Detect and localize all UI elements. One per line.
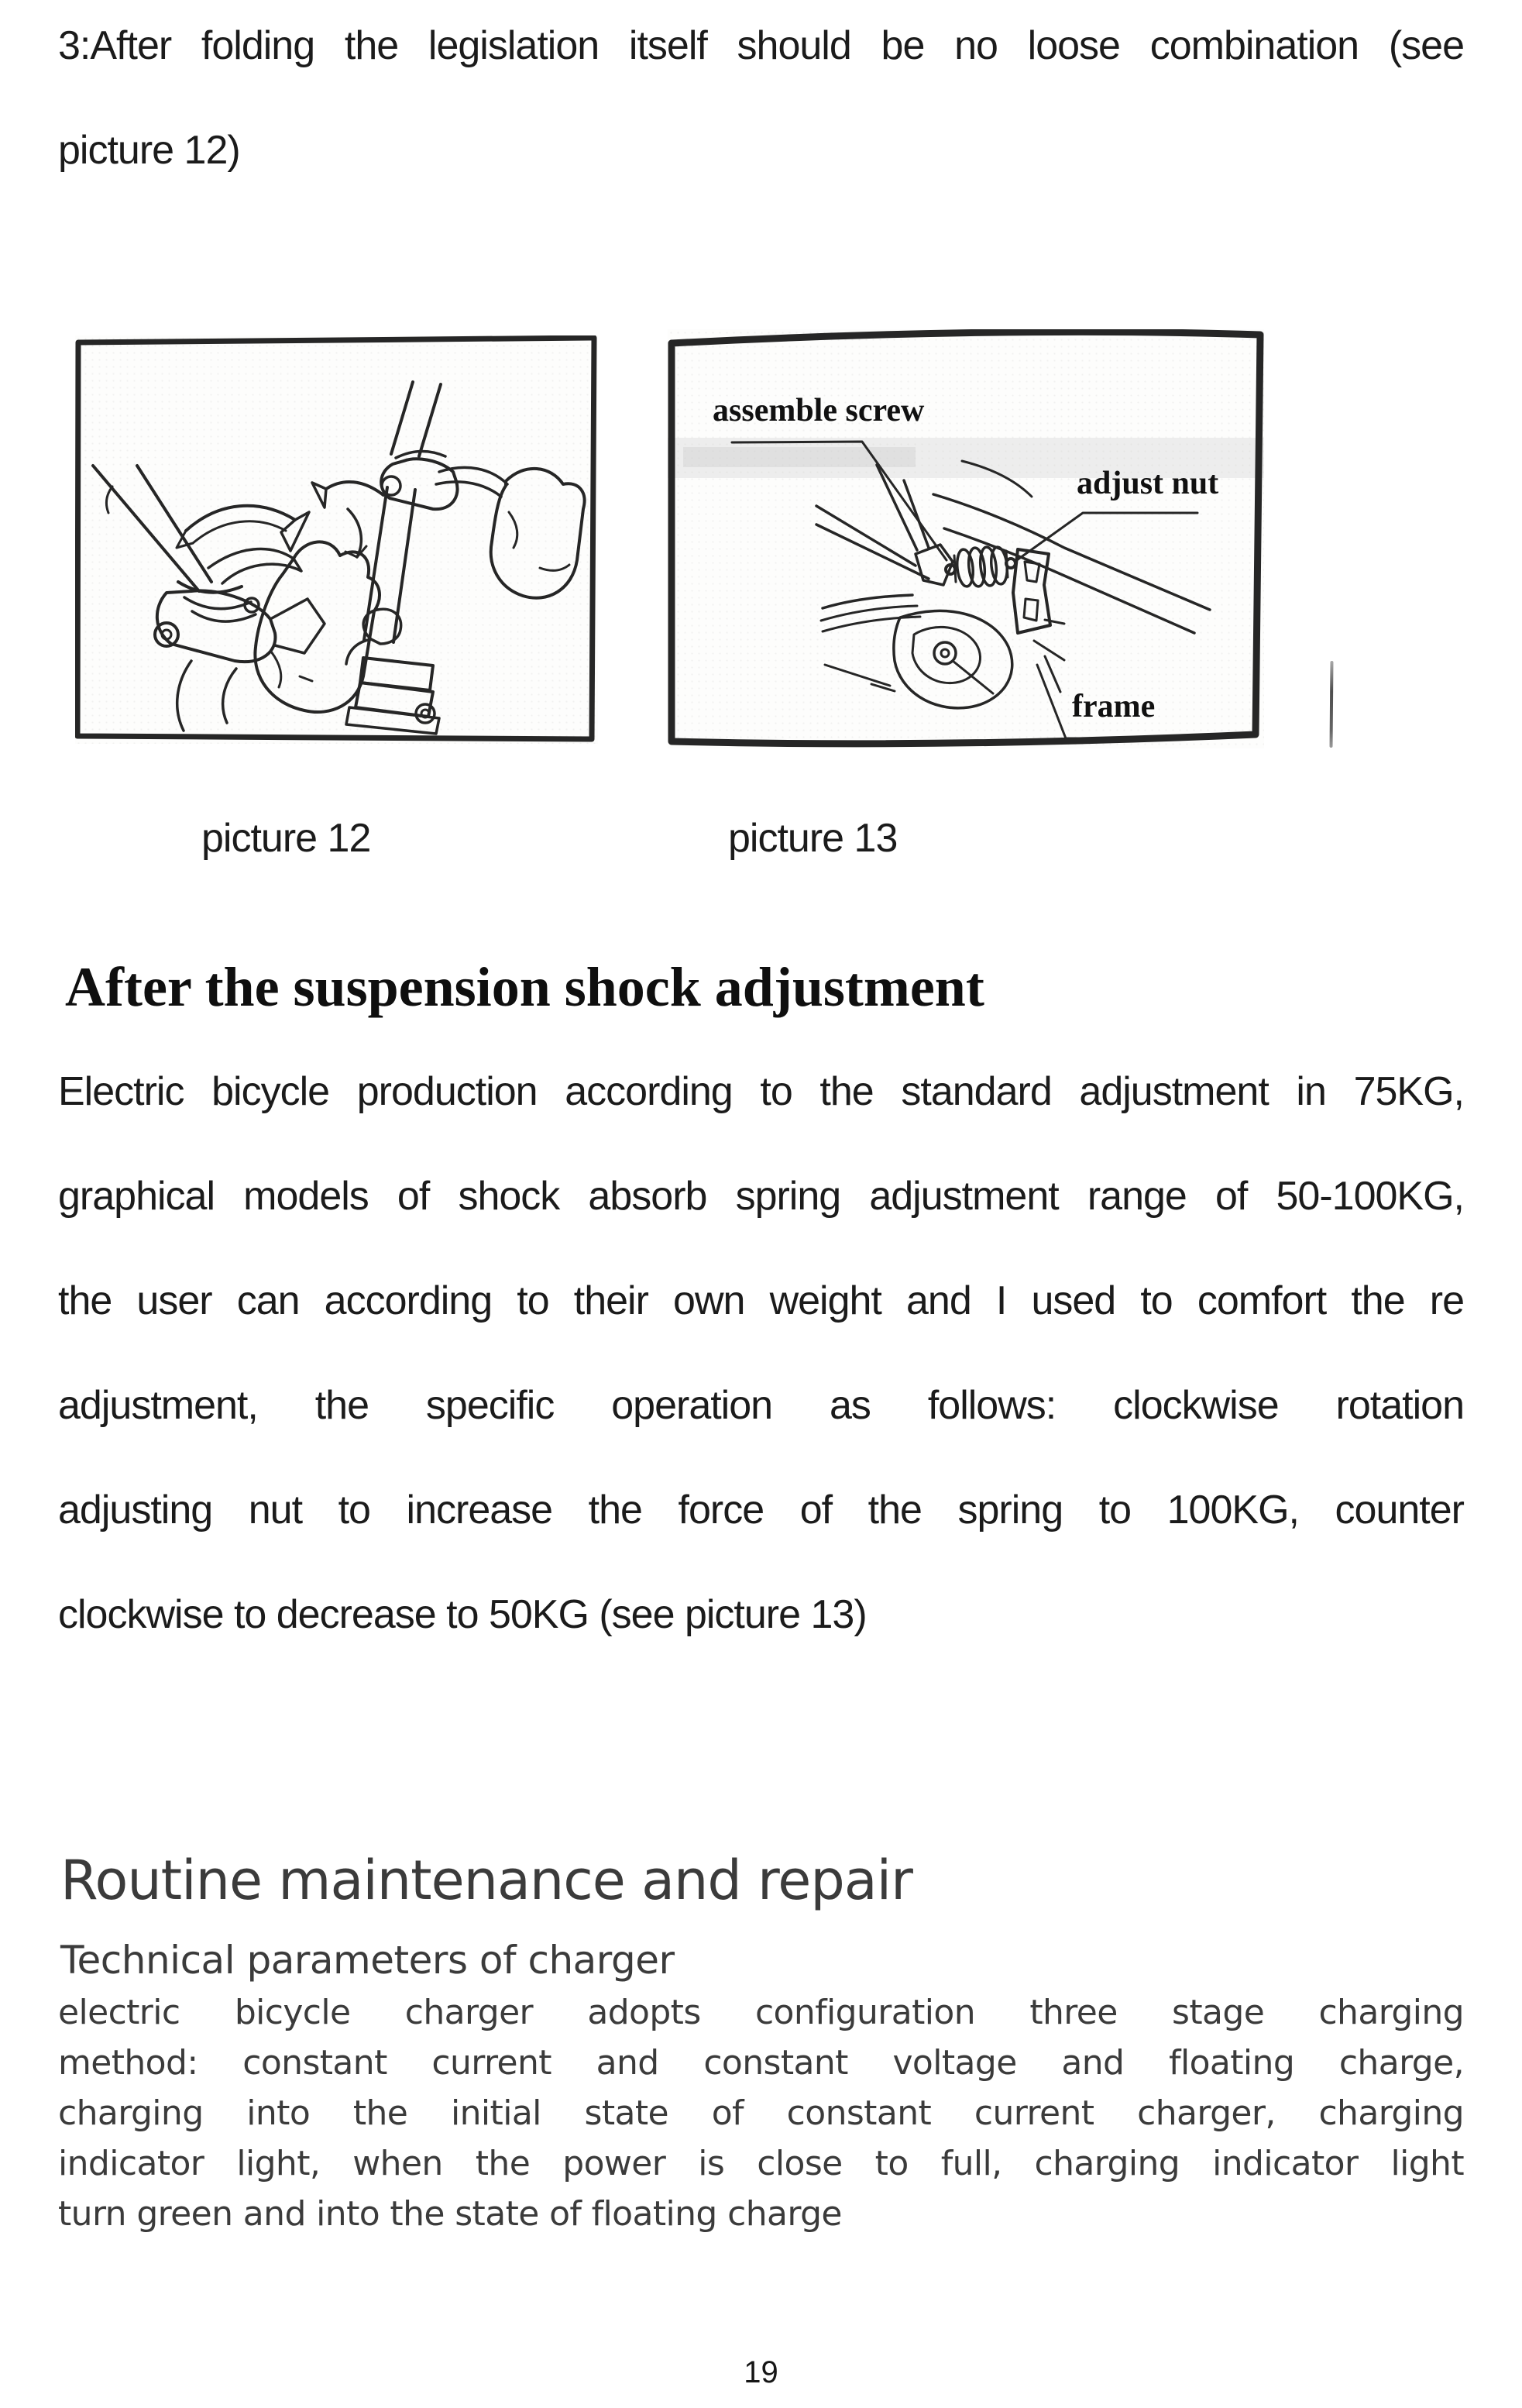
assemble-screw-label: assemble screw [713,393,925,428]
suspension-line-2: graphical models of shock absorb spring adjustment range of 50-100KG, [58,1174,1464,1219]
caption-picture-12: picture 12 [201,816,371,861]
maintenance-heading: Routine maintenance and repair [60,1849,912,1912]
suspension-paragraph [58,1040,1464,1667]
intro-line-2: picture 12) [58,128,240,173]
frame-label: frame [1072,689,1156,724]
suspension-shock-illustration [668,329,1264,748]
maintenance-line-1: electric bicycle charger adopts configuration three stage charging [58,1993,1464,2032]
caption-picture-13: picture 13 [728,816,898,861]
maintenance-line-5: turn green and into the state of floating charge [58,2194,842,2234]
maintenance-line-4: indicator light, when the power is close to full, charging indicator light [58,2144,1464,2183]
suspension-line-3: the user can according to their own weight and I used to comfort the re [58,1278,1464,1323]
suspension-line-5: adjusting nut to increase the force of the spring to 100KG, counter [58,1488,1464,1533]
intro-line-1: 3:After folding the legislation itself should be no loose combination (see [58,23,1464,68]
maintenance-subheading: Technical parameters of charger [60,1938,675,1983]
maintenance-line-2: method: constant current and constant voltage and floating charge, [58,2043,1464,2083]
suspension-line-4: adjustment, the specific operation as follows: clockwise rotation [58,1383,1464,1428]
page-number: 19 [744,2355,778,2389]
maintenance-line-3: charging into the initial state of constant current charger, charging [58,2093,1464,2133]
figure-picture-13 [668,329,1264,748]
suspension-line-1: Electric bicycle production according to the standard adjustment in 75KG, [58,1069,1464,1114]
folding-lever-illustration [75,335,598,744]
suspension-heading: After the suspension shock adjustment [65,956,984,1018]
suspension-line-6: clockwise to decrease to 50KG (see picture 13) [58,1592,867,1637]
adjust-nut-label: adjust nut [1077,466,1219,501]
scan-artifact-line [1330,661,1334,748]
intro-paragraph [58,0,1464,203]
figure-picture-12 [75,335,598,744]
maintenance-paragraph [58,1987,1464,2239]
